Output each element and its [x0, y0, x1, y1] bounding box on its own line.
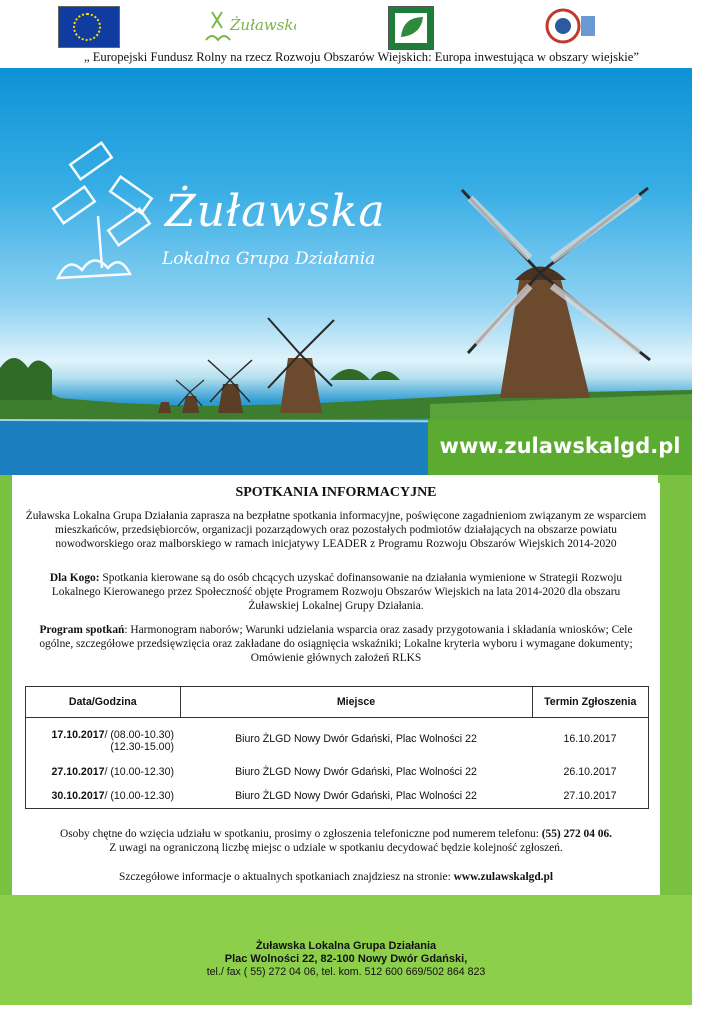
row-time: / (10.00-12.30) — [104, 766, 174, 778]
header-place: Miejsce — [180, 687, 532, 718]
program-paragraph — [28, 623, 644, 665]
intro-paragraph: Żuławska Lokalna Grupa Działania zaprasza na bezpłatne spotkania informacyjne, poświęcone zagadnieniom związanym ze wsparciem mieszkańców, przedsiębiorców, organizacji pozarządowych oraz pozostałych podmiotów działających na obszarze powiatu nowodworskiego oraz malborskiego w ramach inicjatywy LEADER z Programu Rozwoju Obszarów Wiejskich 2014-2020 — [25, 510, 647, 550]
leader-logo — [388, 6, 434, 50]
row-time-2: (12.30-15.00) — [110, 741, 174, 753]
banner-url-link[interactable]: www.zulawskalgd.pl — [439, 434, 681, 458]
windmills-landscape-image — [0, 68, 692, 475]
green-frame-left — [0, 475, 12, 895]
row-date: 17.10.2017 — [51, 729, 105, 741]
row-time: / (08.00-10.30) — [104, 729, 174, 741]
zulawska-lgd-logo — [200, 6, 296, 46]
details-text: Szczegółowe informacje o aktualnych spotkaniach znajdziesz na stronie: — [118, 871, 454, 883]
row-place: Biuro ŻLGD Nowy Dwór Gdański, Plac Wolności 22 — [235, 733, 477, 745]
footer-address: Plac Wolności 22, 82-100 Nowy Dwór Gdański, — [224, 953, 468, 965]
signup-note — [14, 827, 658, 855]
program-label: Program spotkań — [39, 624, 125, 636]
row-date: 27.10.2017 — [51, 766, 105, 778]
row-time: / (10.00-12.30) — [104, 790, 174, 802]
main-content — [14, 475, 658, 895]
table-row — [26, 718, 649, 761]
row-place: Biuro ŻLGD Nowy Dwór Gdański, Plac Wolności 22 — [235, 790, 477, 802]
table-header-row — [26, 687, 649, 718]
for-whom-text: Spotkania kierowane są do osób chcących uzyskać dofinansowanie na działania wymienione w Strategii Rozwoju Lokalnego Kierowanego przez Społeczność objęte Programem Rozwoju Obszarów Wiejskich na lata 2014-2020 dla obszaru Żuławskiej Lokalnej Grupy Działania. — [51, 572, 623, 612]
row-place: Biuro ŻLGD Nowy Dwór Gdański, Plac Wolności 22 — [235, 766, 477, 778]
for-whom-paragraph — [34, 571, 638, 613]
zulawska-logo-text: Żuławska — [230, 16, 296, 34]
signup-phone[interactable]: (55) 272 04 06. — [541, 828, 612, 840]
row-date: 30.10.2017 — [51, 790, 105, 802]
details-note — [14, 871, 658, 883]
footer — [0, 895, 692, 1005]
limited-places-note: Z uwagi na ograniczoną liczbę miejsc o udziale w spotkaniu decydować będzie kolejność zgłoszeń. — [109, 842, 563, 854]
header-deadline: Termin Zgłoszenia — [532, 687, 649, 718]
brand-title: Żuławska — [165, 186, 386, 237]
row-date-cell — [26, 718, 181, 761]
header-date: Data/Godzina — [26, 687, 181, 718]
row-deadline: 16.10.2017 — [563, 733, 617, 745]
eu-flag-logo — [58, 6, 120, 48]
row-date-cell — [26, 760, 181, 784]
table-row — [26, 784, 649, 809]
row-deadline: 26.10.2017 — [563, 766, 617, 778]
green-frame-right — [660, 475, 692, 895]
prow-emblem-icon — [543, 6, 597, 46]
signup-text: Osoby chętne do wzięcia udziału w spotkaniu, prosimy o zgłoszenia telefoniczne pod numerem telefonu: — [60, 828, 542, 840]
page-title: SPOTKANIA INFORMACYJNE — [235, 485, 437, 500]
schedule-table — [25, 686, 649, 809]
hero-banner — [0, 68, 692, 475]
details-url-link[interactable]: www.zulawskalgd.pl — [453, 871, 554, 883]
windmill-logo-icon — [200, 6, 296, 46]
table-row — [26, 760, 649, 784]
footer-org: Żuławska Lokalna Grupa Działania — [255, 940, 437, 952]
banner-url-box — [428, 420, 692, 475]
row-date-cell — [26, 784, 181, 809]
program-text: : Harmonogram naborów; Warunki udzielania wsparcia oraz zasady przygotowania i składania wniosków; Cele ogólne, szczegółowe przedsięwzięcia oraz zakładane do osiągnięcia wskaźniki; Lokalne kryteria wyboru i wymagane dokumenty; Omówienie głównych założeń RLKS — [39, 624, 633, 664]
footer-contact: tel./ fax ( 55) 272 04 06, tel. kom. 512 600 669/502 864 823 — [206, 966, 486, 978]
prow-logo — [543, 6, 597, 46]
eu-stars-icon — [73, 13, 101, 41]
for-whom-label: Dla Kogo: — [49, 572, 100, 584]
logo-bar — [0, 0, 723, 48]
brand-subtitle: Lokalna Grupa Działania — [162, 249, 376, 269]
leader-leaf-icon — [389, 7, 433, 49]
row-deadline: 27.10.2017 — [563, 790, 617, 802]
program-motto: „ Europejski Fundusz Rolny na rzecz Rozwoju Obszarów Wiejskich: Europa inwestująca w obszary wiejskie” — [84, 50, 639, 64]
